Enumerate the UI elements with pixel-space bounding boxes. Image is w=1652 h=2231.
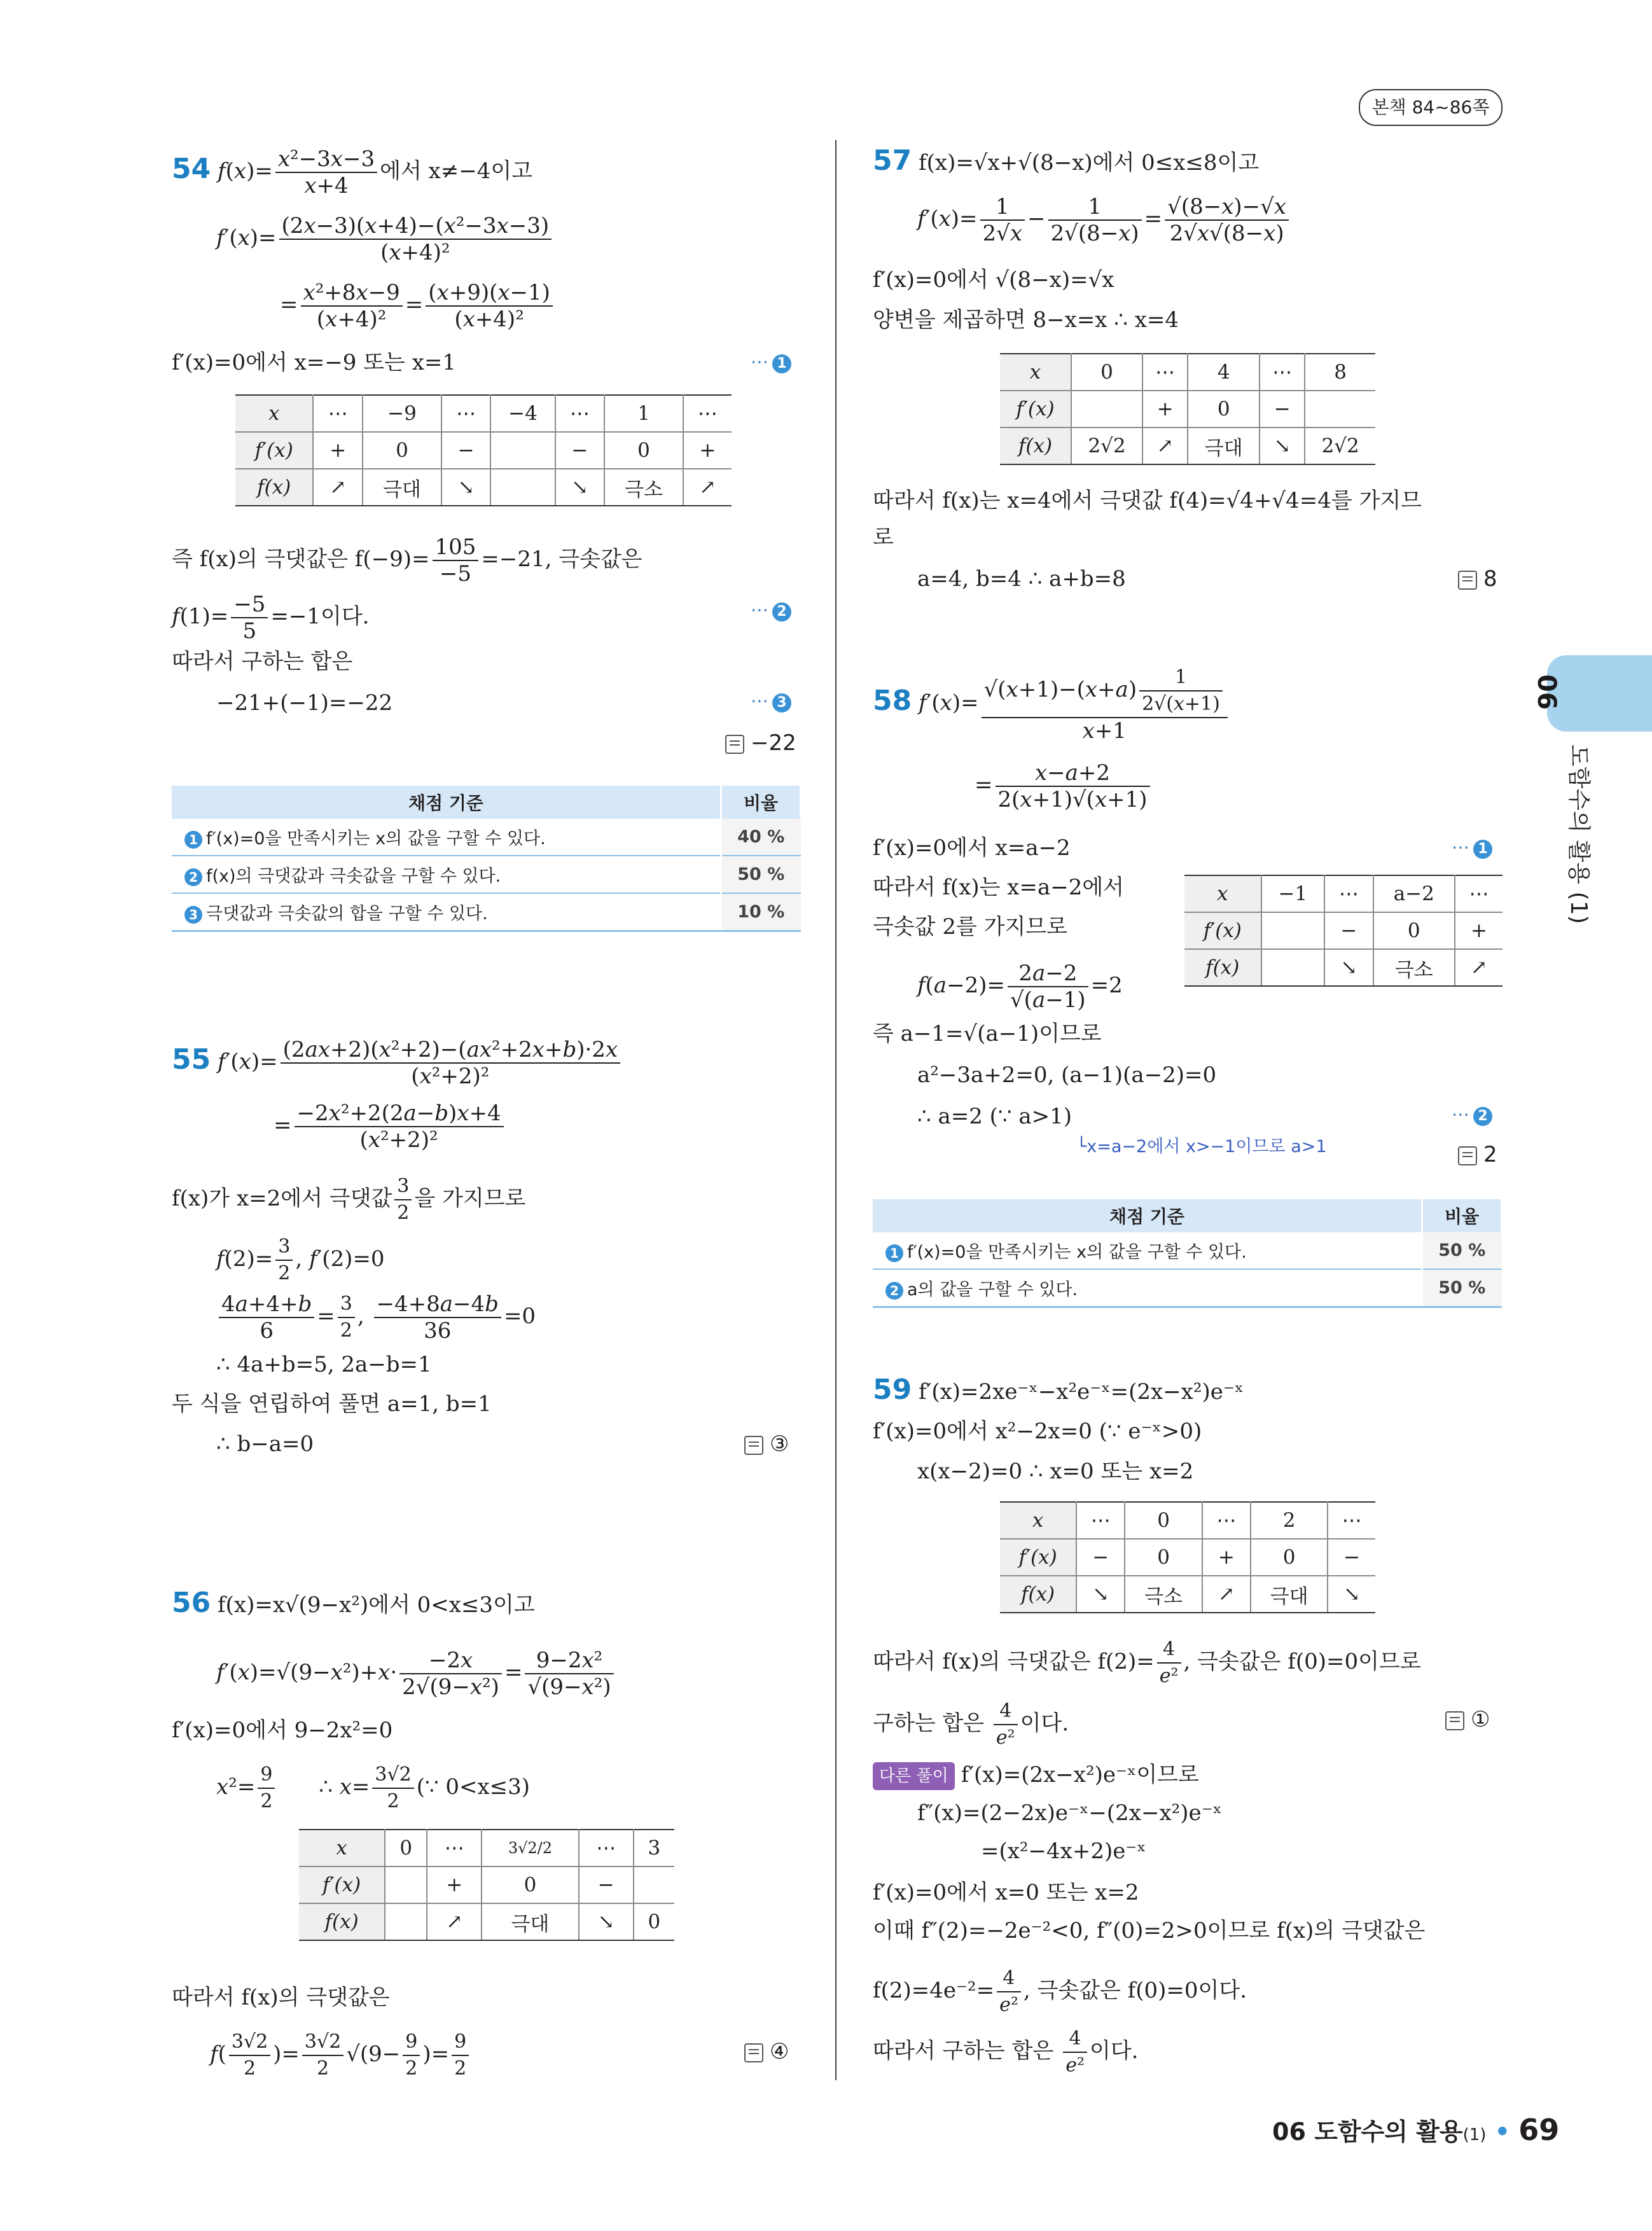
table-cell: ↗ xyxy=(1455,949,1503,986)
table-cell xyxy=(1071,391,1142,427)
table-header xyxy=(873,1199,1502,1232)
problem-statement: f(x)=x√(9−x²)에서 0<x≤3이고 xyxy=(218,1592,535,1618)
table-cell: + xyxy=(1142,391,1188,427)
table-cell: f′(x) xyxy=(1000,391,1071,427)
table-cell: − xyxy=(1076,1539,1125,1576)
table-row xyxy=(299,1830,674,1866)
table-row xyxy=(235,395,732,432)
table-cell: 2√2 xyxy=(1305,427,1375,464)
table-cell xyxy=(634,1866,674,1903)
step-marker-2: ⋯ 2 xyxy=(1452,1104,1492,1126)
problem-number: 59 xyxy=(873,1373,912,1406)
table-cell: 2 xyxy=(1251,1502,1328,1539)
table-cell: ↘ xyxy=(441,469,491,506)
problem-number: 58 xyxy=(873,685,912,717)
criteria-number: 3 xyxy=(184,906,202,924)
problem-number: 56 xyxy=(172,1587,211,1619)
table-cell: 2√2 xyxy=(1071,427,1142,464)
table-cell: 0 xyxy=(1188,391,1260,427)
table-cell: 0 xyxy=(363,432,441,469)
derivative: f′(x)=2xe⁻ˣ−x²e⁻ˣ=(2x−x²)e⁻ˣ xyxy=(919,1379,1244,1405)
chapter-number: 06 xyxy=(1532,674,1561,710)
table-cell: a−2 xyxy=(1373,875,1455,912)
step-marker-2: ⋯ 2 xyxy=(751,599,791,622)
table-cell xyxy=(1305,391,1375,427)
table-cell: 0 xyxy=(604,432,683,469)
table-cell: 1 xyxy=(604,395,683,432)
table-row xyxy=(1184,875,1503,912)
domain-note: (∵ 0<x≤3) xyxy=(416,1774,531,1800)
table-cell: ↗ xyxy=(683,469,732,506)
table-row xyxy=(1000,1539,1375,1576)
problem-58: 58 f′(x)= √(x+1)−(x+a) $\frac{1}{2√(x+1)}$ x+1 = $\frac{x-a+2}{2(x+1)√(x+1)}$ f′(x)=0에서 x=a−2 ⋯ 1 따라서 f(x)는 x=a−2에서 극솟값 2를 가지므로 x −1 ⋯ a−2 ⋯ f′(x) − 0 + f(x) ↘ 극소 ↗ f(a−2)= $\frac{2a-2}{√(a-1)}$ =2 즉 a−1=√(a−1)이므로 a²−3a+2=0, (a−1)(a−2)=0 ∴ a=2 (∵ a>1) ⋯ 2 └x=a−2에서 x>−1이므로 a>1 2 채점 기준 비율 1 f′(x)=0을 만족시키는 x의 값을 구할 수 있다. 50 % 2 a의 값을 구할 수 있다. 50 % xyxy=(873,665,1509,1307)
table-cell xyxy=(1261,912,1325,949)
solve-text: 두 식을 연립하여 풀면 a=1, b=1 xyxy=(172,1391,492,1417)
table-cell: ↗ xyxy=(1142,427,1188,464)
answer-icon xyxy=(744,1436,763,1455)
table-cell: 0 xyxy=(1251,1539,1328,1576)
table-cell: ⋯ xyxy=(1455,875,1503,912)
page-number: 69 xyxy=(1518,2113,1560,2147)
sum-result: −21+(−1)=−22 xyxy=(216,690,393,716)
table-cell: f(x) xyxy=(1000,1576,1076,1613)
table-cell: x xyxy=(1000,1502,1076,1539)
table-cell: + xyxy=(427,1866,482,1903)
table-cell: −1 xyxy=(1261,875,1325,912)
page-reference-badge: 본책 84~86쪽 xyxy=(1359,89,1503,126)
criteria-text: a의 값을 구할 수 있다. xyxy=(907,1280,1078,1300)
answer xyxy=(1445,1707,1490,1732)
answer xyxy=(744,1431,789,1457)
min-text: 따라서 f(x)는 x=a−2에서 xyxy=(873,875,1125,900)
table-cell: − xyxy=(555,432,605,469)
alt-line-6b: , 극솟값은 f(0)=0이다. xyxy=(1023,1978,1247,2003)
table-row xyxy=(235,469,732,506)
answer-value: ③ xyxy=(770,1431,789,1457)
answer xyxy=(725,730,796,756)
problem-number: 54 xyxy=(172,153,211,185)
criteria-ratio: 50 % xyxy=(1422,1232,1502,1269)
table-cell: − xyxy=(579,1866,634,1903)
criteria-number: 1 xyxy=(184,831,202,849)
table-cell xyxy=(1261,949,1325,986)
table-cell xyxy=(490,432,555,469)
table-cell: 극대 xyxy=(1188,427,1260,464)
increase-decrease-table xyxy=(1184,875,1503,987)
table-cell: 0 xyxy=(1125,1539,1202,1576)
table-cell: ⋯ xyxy=(313,395,363,432)
table-cell: 3 xyxy=(634,1830,674,1866)
header-criteria: 채점 기준 xyxy=(172,786,721,819)
table-cell: 0 xyxy=(1373,912,1455,949)
increase-decrease-table xyxy=(1000,353,1375,465)
increase-decrease-table xyxy=(299,1829,674,1941)
alt-line-7b: 이다. xyxy=(1089,2038,1139,2064)
table-row xyxy=(1000,1576,1375,1613)
criteria-number: 2 xyxy=(885,1282,903,1300)
table-cell: ↘ xyxy=(579,1903,634,1940)
table-cell: − xyxy=(441,432,491,469)
equations: ∴ 4a+b=5, 2a−b=1 xyxy=(216,1352,432,1377)
criteria-text: 극댓값과 극솟값의 합을 구할 수 있다. xyxy=(206,904,488,924)
min-value-text: =−1이다. xyxy=(270,604,370,629)
note-text: x=a−2에서 x>−1이므로 a>1 xyxy=(1086,1137,1327,1157)
table-row xyxy=(172,819,801,856)
table-cell: 극대 xyxy=(482,1903,579,1940)
table-cell: f′(x) xyxy=(299,1866,385,1903)
table-row xyxy=(1000,391,1375,427)
table-cell: x xyxy=(1184,875,1261,912)
table-cell: + xyxy=(683,432,732,469)
table-cell: ⋯ xyxy=(1328,1502,1375,1539)
column-divider xyxy=(835,140,836,2080)
criteria-number: 1 xyxy=(885,1244,903,1262)
max-value-text-2: =−21, 극솟값은 xyxy=(481,546,642,572)
sum-text: 따라서 구하는 합은 xyxy=(172,649,353,674)
answer xyxy=(1458,1142,1497,1167)
answer-icon xyxy=(1458,571,1477,590)
alt-line-6: f(2)=4e⁻²= xyxy=(873,1978,995,2003)
table-header xyxy=(172,786,801,819)
table-cell: + xyxy=(1202,1539,1251,1576)
page-footer: 06 도함수의 활용(1) • 69 xyxy=(1272,2113,1560,2147)
criteria-text: f′(x)=0을 만족시키는 x의 값을 구할 수 있다. xyxy=(907,1242,1247,1262)
criteria-text: f′(x)=0을 만족시키는 x의 값을 구할 수 있다. xyxy=(206,829,546,849)
criteria-ratio: 40 % xyxy=(721,819,801,856)
table-row xyxy=(299,1903,674,1940)
table-cell: f′(x) xyxy=(1184,912,1261,949)
table-cell: 0 xyxy=(1125,1502,1202,1539)
chapter-side-title: 도함수의 활용 (1) xyxy=(1565,744,1592,924)
table-cell: 0 xyxy=(385,1830,427,1866)
scoring-criteria-table xyxy=(873,1199,1503,1308)
table-row xyxy=(1184,912,1503,949)
chapter-tab xyxy=(1532,655,1652,732)
table-cell: x xyxy=(299,1830,385,1866)
answer-icon xyxy=(1445,1711,1464,1730)
sum-text: 구하는 합은 xyxy=(873,1711,985,1736)
header-criteria: 채점 기준 xyxy=(873,1199,1422,1232)
domain-condition: 에서 x≠−4이고 xyxy=(380,158,533,184)
table-cell: ⋯ xyxy=(1324,875,1373,912)
problem-59: 59 f′(x)=2xe⁻ˣ−x²e⁻ˣ=(2x−x²)e⁻ˣ f′(x)=0에서 x²−2x=0 (∵ e⁻ˣ>0) x(x−2)=0 ∴ x=0 또는 x=2 x ⋯ 0 ⋯ 2 ⋯ f′(x) − 0 + 0 − f(x) ↘ 극소 ↗ 극대 ↘ 따라서 f(x)의 극댓값은 f(2)= $\frac{4}{\text{e²}}$ , 극솟값은 f(0)=0이므로 구하는 합은 $\frac{4}{\text{e²}}$ 이다. ① 다른 풀이 f′(x)=(2x−x²)e⁻ˣ이므로 f″(x)=(2−2x)e⁻ˣ−(2x−x²)e⁻ˣ =(x²−4x+2)e⁻ˣ f′(x)=0에서 x=0 또는 x=2 이때 f″(2)=−2e⁻²<0, f″(0)=2>0이므로 f(x)의 극댓값은 f(2)=4e⁻²= $\frac{4}{\text{e²}}$ , 극솟값은 f(0)=0이다. 따라서 구하는 합은 $\frac{4}{\text{e²}}$ 이다. xyxy=(873,1373,1490,2076)
table-row xyxy=(299,1866,674,1903)
table-cell: ↘ xyxy=(1328,1576,1375,1613)
answer xyxy=(1458,566,1497,592)
table-cell xyxy=(385,1903,427,1940)
table-cell: x xyxy=(235,395,313,432)
answer-icon xyxy=(744,2043,763,2062)
square-step: 양변을 제곱하면 8−x=x ∴ x=4 xyxy=(873,307,1179,333)
table-cell: 4 xyxy=(1188,354,1260,391)
table-row xyxy=(1000,1502,1375,1539)
table-cell: ↗ xyxy=(313,469,363,506)
table-cell: −9 xyxy=(363,395,441,432)
eq-text: 즉 a−1=√(a−1)이므로 xyxy=(873,1021,1102,1046)
table-cell: f(x) xyxy=(1184,949,1261,986)
alt-line-3: =(x²−4x+2)e⁻ˣ xyxy=(981,1838,1146,1864)
quadratic: a²−3a+2=0, (a−1)(a−2)=0 xyxy=(917,1062,1217,1088)
table-cell: ⋯ xyxy=(1142,354,1188,391)
condition-text: f(x)가 x=2에서 극댓값 xyxy=(172,1186,392,1211)
table-row xyxy=(235,432,732,469)
table-cell: 0 xyxy=(634,1903,674,1940)
table-row xyxy=(873,1269,1502,1307)
problem-55: 55 f′(x)= $\frac{\text{(2ax+2)(x²+2)−(ax²+2x+b)·2x}}{\text{(x²+2)²}}$ = $\frac{\text{−2x²+2(2a−b)x+4}}{\text{(x²+2)²}}$ f(x)가 x=2에서 극댓값 $\frac{3}{2}$ 을 가지므로 f(2)= $\frac{3}{2}$ , f′(2)=0 $\frac{4a+4+b}{6}$ = $\frac{3}{2}$ , $\frac{-4+8a-4b}{36}$ =0 ∴ 4a+b=5, 2a−b=1 두 식을 연립하여 풀면 a=1, b=1 ∴ b−a=0 ③ xyxy=(172,1037,789,1457)
min-text-2: 극솟값 2를 가지므로 xyxy=(873,914,1067,940)
critical-eq: f′(x)=0에서 x=a−2 xyxy=(873,835,1071,861)
alt-line-4: f′(x)=0에서 x=0 또는 x=2 xyxy=(873,1880,1139,1905)
table-cell: − xyxy=(1324,912,1373,949)
critical-eq: f′(x)=0에서 √(8−x)=√x xyxy=(873,267,1114,293)
alt-line-2: f″(x)=(2−2x)e⁻ˣ−(2x−x²)e⁻ˣ xyxy=(917,1800,1223,1826)
table-row xyxy=(1000,427,1375,464)
table-cell: + xyxy=(1455,912,1503,949)
table-cell: 극대 xyxy=(363,469,441,506)
increase-decrease-table xyxy=(235,394,732,506)
critical-points: x(x−2)=0 ∴ x=0 또는 x=2 xyxy=(917,1459,1194,1484)
answer-value: 8 xyxy=(1483,566,1497,592)
footer-sub: (1) xyxy=(1462,2125,1487,2144)
table-cell: ⋯ xyxy=(683,395,732,432)
problem-number: 55 xyxy=(172,1043,211,1076)
table-cell: ⋯ xyxy=(427,1830,482,1866)
answer-icon xyxy=(725,735,744,754)
problem-57: 57 f(x)=√x+√(8−x)에서 0≤x≤8이고 f′(x)= $\frac{1}{2√x}$ − $\frac{1}{2√(8-x)}$ = $\frac{√(8-x)-√x}{2√x√(8-x)}$ f′(x)=0에서 √(8−x)=√x 양변을 제곱하면 8−x=x ∴ x=4 x 0 ⋯ 4 ⋯ 8 f′(x) + 0 − f(x) 2√2 ↗ 극대 ↘ 2√2 따라서 f(x)는 x=4에서 극댓값 f(4)=√4+√4=4를 가지므 로 a=4, b=4 ∴ a+b=8 8 xyxy=(873,144,1497,592)
sum-text-2: 이다. xyxy=(1020,1711,1069,1736)
annotation-note: └x=a−2에서 x>−1이므로 a>1 xyxy=(1076,1137,1327,1157)
answer-value: 2 xyxy=(1483,1142,1497,1167)
table-cell: f(x) xyxy=(299,1903,385,1940)
table-cell: −4 xyxy=(490,395,555,432)
table-cell: ↘ xyxy=(555,469,605,506)
table-cell: + xyxy=(313,432,363,469)
critical-eq: f′(x)=0에서 9−2x²=0 xyxy=(172,1718,393,1743)
header-ratio: 비율 xyxy=(1422,1199,1502,1232)
answer-value: ④ xyxy=(770,2039,789,2064)
table-cell: ↗ xyxy=(427,1903,482,1940)
criteria-ratio: 50 % xyxy=(721,856,801,893)
result: ∴ b−a=0 xyxy=(216,1431,314,1457)
critical-eq: f′(x)=0에서 x²−2x=0 (∵ e⁻ˣ>0) xyxy=(873,1419,1202,1444)
table-cell: ⋯ xyxy=(441,395,491,432)
step-marker-3: ⋯ 3 xyxy=(751,690,791,712)
table-row xyxy=(1184,949,1503,986)
table-cell: f′(x) xyxy=(235,432,313,469)
max-text-2: , 극솟값은 f(0)=0이므로 xyxy=(1183,1649,1421,1674)
answer-icon xyxy=(1458,1146,1477,1165)
conclusion-2: 로 xyxy=(873,525,894,550)
table-cell: f′(x) xyxy=(1000,1539,1076,1576)
answer-value: ① xyxy=(1471,1707,1490,1732)
conclusion: 따라서 f(x)는 x=4에서 극댓값 f(4)=√4+√4=4를 가지므 xyxy=(873,488,1422,513)
critical-points: f′(x)=0에서 x=−9 또는 x=1 xyxy=(172,350,457,375)
table-cell: 극소 xyxy=(604,469,683,506)
alternative-solution-badge: 다른 풀이 xyxy=(873,1762,955,1790)
table-cell: ↘ xyxy=(1260,427,1305,464)
table-cell: ↗ xyxy=(1202,1576,1251,1613)
table-cell: ⋯ xyxy=(555,395,605,432)
table-cell: ⋯ xyxy=(1202,1502,1251,1539)
table-cell xyxy=(385,1866,427,1903)
answer-value: −22 xyxy=(751,730,796,756)
table-cell xyxy=(490,469,555,506)
result: ∴ a=2 (∵ a>1) xyxy=(917,1104,1072,1129)
table-cell: f(x) xyxy=(235,469,313,506)
table-cell: ⋯ xyxy=(1076,1502,1125,1539)
step-marker-1: ⋯ 1 xyxy=(1452,837,1492,859)
step-marker-1: ⋯ 1 xyxy=(751,351,791,373)
table-row xyxy=(172,893,801,931)
table-cell: 극소 xyxy=(1373,949,1455,986)
table-cell: 8 xyxy=(1305,354,1375,391)
condition-text-2: 을 가지므로 xyxy=(414,1186,526,1211)
table-cell: 3√2/2 xyxy=(482,1830,579,1866)
criteria-number: 2 xyxy=(184,868,202,886)
table-cell: ⋯ xyxy=(1260,354,1305,391)
increase-decrease-table xyxy=(1000,1501,1375,1613)
alt-line-5: 이때 f″(2)=−2e⁻²<0, f″(0)=2>0이므로 f(x)의 극댓값은 xyxy=(873,1918,1426,1943)
answer xyxy=(744,2039,789,2064)
table-row xyxy=(172,856,801,893)
table-cell: − xyxy=(1328,1539,1375,1576)
alt-line-1: f′(x)=(2x−x²)e⁻ˣ이므로 xyxy=(961,1762,1199,1788)
table-cell: f(x) xyxy=(1000,427,1071,464)
table-row xyxy=(1000,354,1375,391)
max-text: 따라서 f(x)의 극댓값은 f(2)= xyxy=(873,1649,1155,1674)
table-row xyxy=(873,1232,1502,1269)
table-cell: − xyxy=(1260,391,1305,427)
max-value-text: 따라서 f(x)의 극댓값은 xyxy=(172,1985,390,2010)
criteria-ratio: 50 % xyxy=(1422,1269,1502,1307)
result: a=4, b=4 ∴ a+b=8 xyxy=(917,566,1126,592)
problem-56: 56 f(x)=x√(9−x²)에서 0<x≤3이고 f′(x)=√(9−x²)+x· $\frac{-2x}{\text{2√(9−x²)}}$ = $\frac{\text{9−2x²}}{\text{√(9−x²)}}$ f′(x)=0에서 9−2x²=0 x²= $\frac{9}{2}$ ∴ x= $\frac{3√2}{2}$ (∵ 0<x≤3) x 0 ⋯ 3√2/2 ⋯ 3 f′(x) + 0 − f(x) ↗ 극대 ↘ 0 따라서 f(x)의 극댓값은 f( $\frac{3√2}{2}$ )= $\frac{3√2}{2}$ √(9− $\frac{9}{2}$ )= $\frac{9}{2}$ ④ xyxy=(172,1587,789,2080)
table-cell: 0 xyxy=(1071,354,1142,391)
criteria-text: f(x)의 극댓값과 극솟값을 구할 수 있다. xyxy=(206,866,501,886)
table-cell: ↘ xyxy=(1076,1576,1125,1613)
table-cell: ↘ xyxy=(1324,949,1373,986)
table-cell: 0 xyxy=(482,1866,579,1903)
table-cell: x xyxy=(1000,354,1071,391)
header-ratio: 비율 xyxy=(721,786,801,819)
table-cell: ⋯ xyxy=(579,1830,634,1866)
criteria-ratio: 10 % xyxy=(721,893,801,931)
footer-chapter: 06 도함수의 활용 xyxy=(1272,2118,1463,2146)
problem-number: 57 xyxy=(873,144,912,177)
table-cell: 극소 xyxy=(1125,1576,1202,1613)
problem-statement: f(x)=√x+√(8−x)에서 0≤x≤8이고 xyxy=(919,150,1260,176)
max-value-text: 즉 f(x)의 극댓값은 f(−9)= xyxy=(172,546,430,572)
scoring-criteria-table xyxy=(172,786,802,932)
alt-line-7: 따라서 구하는 합은 xyxy=(873,2038,1054,2064)
table-cell: 극대 xyxy=(1251,1576,1328,1613)
